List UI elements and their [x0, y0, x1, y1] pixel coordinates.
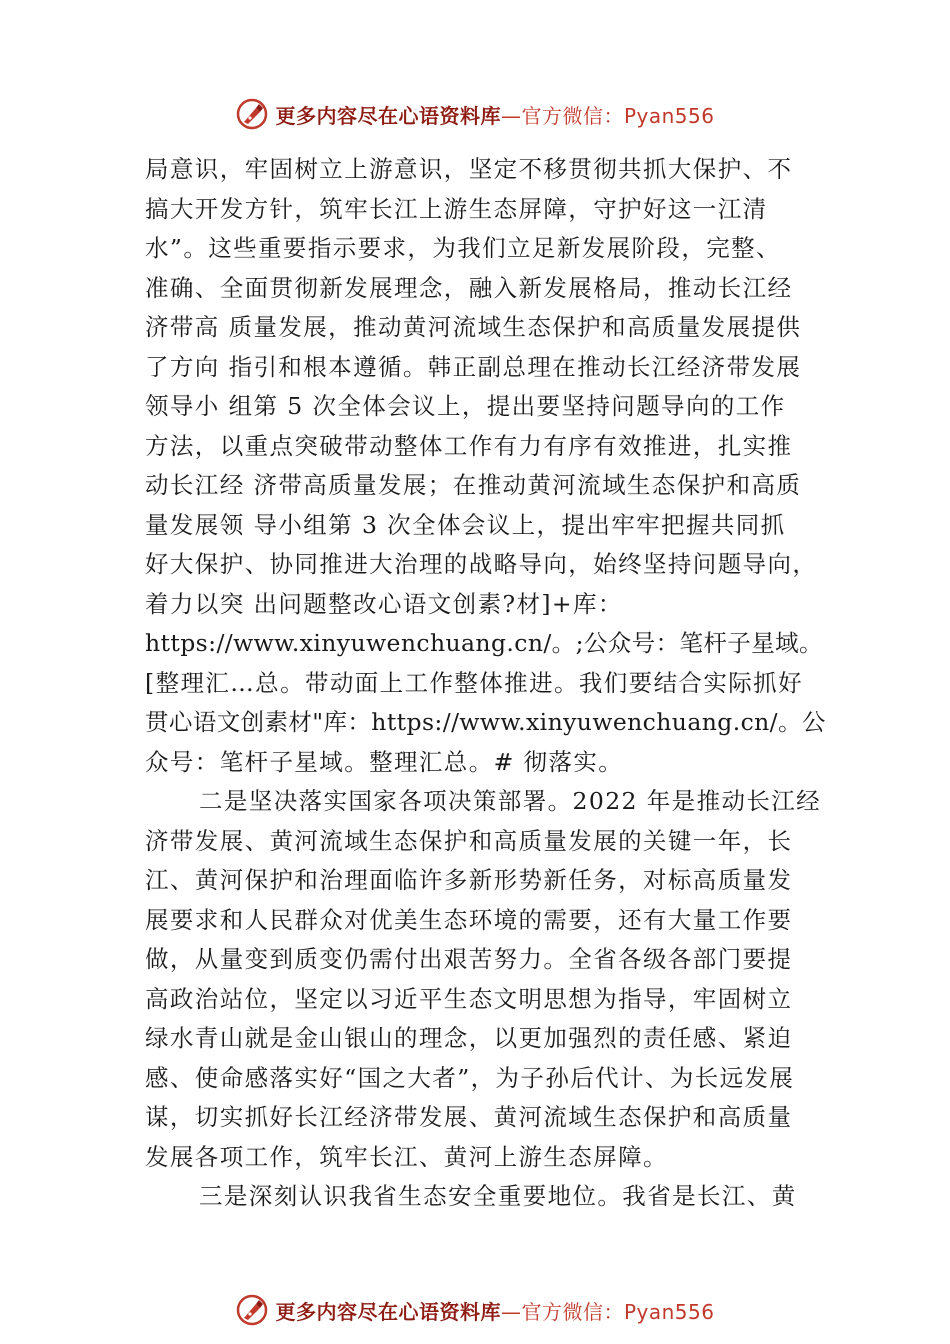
header-banner [0, 94, 950, 134]
body-line: 量发展领 导小组第 3 次全体会议上，提出牢牢把握共同抓 [145, 510, 786, 539]
body-line: 局意识，牢固树立上游意识，坚定不移贯彻共抓大保护、不 [145, 155, 793, 183]
body-line: 感、使命感落实好“国之大者”，为子孙后代计、为长远发展 [145, 1063, 795, 1092]
body-line: 高政治站位，坚定以习近平生态文明思想为指导，牢固树立 [145, 984, 793, 1013]
body-line: 好大保护、协同推进大治理的战略导向，始终坚持问题导向， [145, 550, 818, 578]
banner-contact: —官方微信：Pyan556 [500, 103, 715, 128]
body-line: 济带高 质量发展，推动黄河流域生态保护和高质量发展提供 [145, 313, 802, 341]
body-line: 方法，以重点突破带动整体工作有力有序有效推进，扎实推 [145, 431, 793, 460]
body-line: 谋，切实抓好长江经济带发展、黄河流域生态保护和高质量 [145, 1103, 793, 1131]
pen-nib-circle-icon [235, 1293, 269, 1327]
body-line: 水”。这些重要指示要求，为我们立足新发展阶段，完整、 [145, 234, 781, 262]
body-line: 准确、全面贯彻新发展理念，融入新发展格局，推动长江经 [145, 273, 793, 302]
body-line: 众号：笔杆子星域。整理汇总。# 彻落实。 [145, 747, 624, 776]
body-line: https://www.xinyuwenchuang.cn/。;公众号：笔杆子星域。 [145, 629, 823, 657]
banner-site-name: 更多内容尽在心语资料库 [275, 1299, 501, 1324]
body-line: 动长江经 济带高质量发展；在推动黄河流域生态保护和高质 [145, 471, 802, 499]
banner-site-name: 更多内容尽在心语资料库 [275, 103, 501, 128]
body-line: 济带发展、黄河流域生态保护和高质量发展的关键一年，长 [145, 826, 793, 855]
document-body [145, 150, 835, 1217]
body-line: 着力以突 出问题整改心语文创素?材]+库： [145, 589, 623, 618]
body-line: 绿水青山就是金山银山的理念，以更加强烈的责任感、紧迫 [145, 1024, 793, 1052]
body-line: [整理汇…总。带动面上工作整体推进。我们要结合实际抓好 [145, 668, 803, 697]
paragraph-start-line: 二是坚决落实国家各项决策部署。2022 年是推动长江经 [199, 787, 822, 815]
body-line: 江、黄河保护和治理面临许多新形势新任务，对标高质量发 [145, 866, 793, 894]
body-line: 了方向 指引和根本遵循。韩正副总理在推动长江经济带发展 [145, 352, 802, 381]
body-line: 展要求和人民群众对优美生态环境的需要，还有大量工作要 [145, 905, 793, 934]
body-line: 搞大开发方针，筑牢长江上游生态屏障，守护好这一江清 [145, 194, 768, 223]
footer-banner [0, 1290, 950, 1330]
banner-contact: —官方微信：Pyan556 [500, 1299, 715, 1324]
body-line: 做，从量变到质变仍需付出艰苦努力。全省各级各部门要提 [145, 945, 793, 973]
pen-nib-circle-icon [235, 97, 269, 131]
paragraph-start-line: 三是深刻认识我省生态安全重要地位。我省是长江、黄 [199, 1182, 797, 1210]
body-line: 发展各项工作，筑牢长江、黄河上游生态屏障。 [145, 1142, 668, 1171]
body-line: 领导小 组第 5 次全体会议上，提出要坚持问题导向的工作 [145, 392, 786, 420]
body-line: 贯心语文创素材"库：https://www.xinyuwenchuang.cn/。公 [145, 708, 826, 736]
